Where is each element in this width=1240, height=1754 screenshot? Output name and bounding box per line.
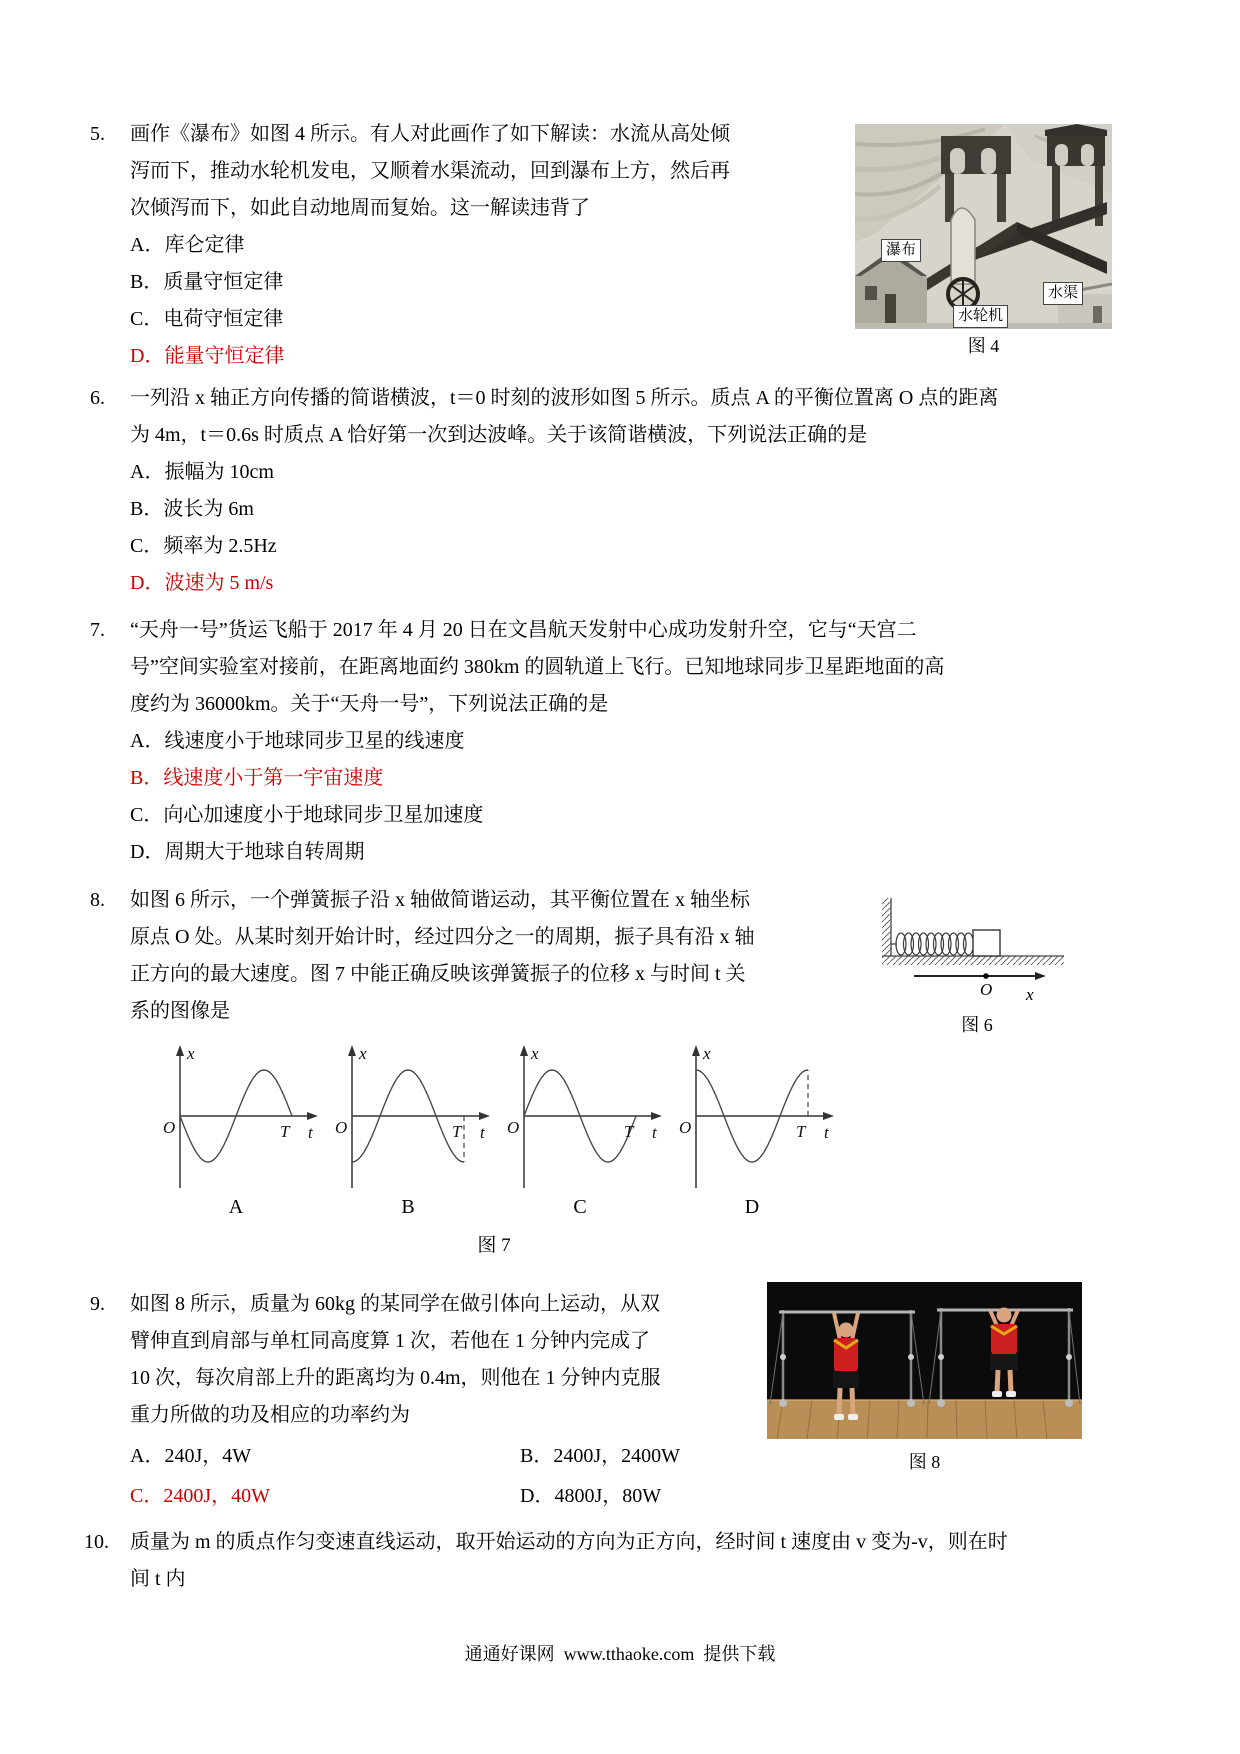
x-axis-label: x: [359, 1044, 367, 1063]
time-axis-arrow: [651, 1112, 662, 1120]
question-7-line-2: 号”空间实验室对接前，在距离地面约 380km 的圆轨道上飞行。已知地球同步卫星距地面的高: [130, 656, 945, 678]
label-channel: 水渠: [1043, 282, 1083, 305]
question-7-option-d: D．周期大于地球自转周期: [130, 841, 365, 863]
question-9-option-a: A．240J，4W: [130, 1445, 252, 1467]
t-axis-label: t: [308, 1123, 313, 1142]
question-7: [90, 612, 1160, 871]
question-9-options: [130, 1444, 770, 1524]
figure-4-caption: 图 4: [967, 336, 1000, 356]
period-label: T: [624, 1122, 634, 1141]
figure-4: [855, 124, 1112, 358]
question-7-option-a: A．线速度小于地球同步卫星的线速度: [130, 730, 465, 752]
t-axis-label: t: [652, 1123, 657, 1142]
question-5-line-3: 次倾泻而下，如此自动地周而复始。这一解读违背了: [130, 197, 590, 219]
question-10-line-2: 间 t 内: [130, 1568, 186, 1590]
graph-letter-d: D: [744, 1196, 760, 1218]
graph-letters: [150, 1196, 838, 1219]
x-axis-label: x: [703, 1044, 711, 1063]
question-6-number: 6.: [90, 387, 105, 409]
question-6-line-1: 一列沿 x 轴正方向传播的简谐横波，t＝0 时刻的波形如图 5 所示。质点 A 的平衡位置离 O 点的距离: [130, 387, 999, 409]
question-9-number: 9.: [90, 1293, 105, 1315]
question-10: [84, 1524, 1160, 1598]
figure-7-caption: 图 7: [477, 1235, 511, 1256]
wall-hatching: [882, 898, 891, 956]
question-9: [90, 1286, 710, 1434]
vertical-axis-arrow: [520, 1045, 528, 1056]
vertical-axis-arrow: [348, 1045, 356, 1056]
x-axis-arrow: [1035, 972, 1046, 980]
period-label: T: [280, 1122, 290, 1141]
question-6-line-2: 为 4m，t＝0.6s 时质点 A 恰好第一次到达波峰。关于该简谐横波，下列说法正确的是: [130, 424, 868, 446]
question-7-option-b-answer: B．线速度小于第一宇宙速度: [130, 767, 384, 789]
question-6-option-a: A．振幅为 10cm: [130, 461, 274, 483]
question-5-option-d-answer: D．能量守恒定律: [130, 345, 285, 367]
graph-option-a: [150, 1042, 322, 1192]
x-axis-label: x: [531, 1044, 539, 1063]
graph-option-b: [322, 1042, 494, 1192]
question-9-line-1: 如图 8 所示，质量为 60kg 的某同学在做引体向上运动，从双: [130, 1293, 660, 1315]
question-7-number: 7.: [90, 619, 105, 641]
time-axis-arrow: [479, 1112, 490, 1120]
oscillator-block: [973, 930, 1000, 956]
label-turbine: 水轮机: [953, 305, 1008, 328]
question-9-line-3: 10 次，每次肩部上升的距离均为 0.4m，则他在 1 分钟内克服: [130, 1367, 661, 1389]
vertical-axis-arrow: [176, 1045, 184, 1056]
question-9-option-d: D．4800J，80W: [520, 1485, 662, 1507]
question-8-line-1: 如图 6 所示，一个弹簧振子沿 x 轴做简谐运动，其平衡位置在 x 轴坐标: [130, 889, 750, 911]
question-8-line-2: 原点 O 处。从某时刻开始计时，经过四分之一的周期，振子具有沿 x 轴: [130, 926, 755, 948]
question-9-option-b: B．2400J，2400W: [520, 1445, 680, 1467]
question-5-option-b: B．质量守恒定律: [130, 271, 284, 293]
house-window: [865, 286, 877, 300]
t-axis-label: t: [480, 1123, 485, 1142]
question-6-option-b: B．波长为 6m: [130, 498, 254, 520]
figure-8-caption: 图 8: [908, 1452, 941, 1472]
graph-letter-a: A: [228, 1196, 244, 1218]
figure-7-graphs: [150, 1042, 838, 1192]
question-5-number: 5.: [90, 123, 105, 145]
question-10-number: 10.: [84, 1531, 109, 1553]
period-label: T: [796, 1122, 806, 1141]
question-9-line-2: 臂伸直到肩部与单杠同高度算 1 次，若他在 1 分钟内完成了: [130, 1330, 650, 1352]
origin-label: O: [507, 1118, 520, 1137]
wood-floor: [767, 1400, 1082, 1439]
tower-column: [945, 174, 954, 222]
tower-column: [997, 174, 1006, 222]
origin-label: O: [679, 1118, 692, 1137]
figure-6: [872, 896, 1082, 1037]
graph-letter-b: B: [401, 1196, 415, 1218]
graph-option-d: [666, 1042, 838, 1192]
tower-arch: [981, 148, 996, 174]
origin-label: O: [335, 1118, 348, 1137]
escher-waterfall-image: [855, 124, 1112, 329]
question-5-option-a: A．库仑定律: [130, 234, 245, 256]
tower2-arch: [1081, 144, 1094, 166]
figure-8: [767, 1282, 1082, 1474]
vertical-axis-arrow: [692, 1045, 700, 1056]
question-8-number: 8.: [90, 889, 105, 911]
question-5-line-2: 泻而下，推动水轮机发电，又顺着水渠流动，回到瀑布上方，然后再: [130, 160, 730, 182]
question-8-line-4: 系的图像是: [130, 1000, 230, 1022]
x-axis-label: x: [1026, 985, 1034, 1002]
question-6-option-c: C．频率为 2.5Hz: [130, 535, 277, 557]
question-10-line-1: 质量为 m 的质点作匀变速直线运动，取开始运动的方向为正方向，经时间 t 速度由 v 变为-v，则在时: [130, 1531, 1008, 1553]
waterfall-stream: [951, 208, 975, 284]
question-5-line-1: 画作《瀑布》如图 4 所示。有人对此画作了如下解读：水流从高处倾: [130, 123, 730, 145]
origin-label: O: [980, 980, 993, 999]
question-7-line-1: “天舟一号”货运飞船于 2017 年 4 月 20 日在文昌航天发射中心成功发射升空，它与“天宫二: [130, 619, 917, 641]
question-5-option-c: C．电荷守恒定律: [130, 308, 284, 330]
spring-oscillator-diagram: [872, 896, 1082, 1002]
tower2-column: [1052, 166, 1060, 226]
tower-arch: [950, 148, 965, 174]
time-axis-arrow: [307, 1112, 318, 1120]
question-7-line-3: 度约为 36000km。关于“天舟一号”，下列说法正确的是: [130, 693, 609, 715]
label-waterfall: 瀑布: [881, 239, 921, 262]
page-footer: 通通好课网 www.tthaoke.com 提供下载: [464, 1644, 776, 1664]
graph-option-c: [494, 1042, 666, 1192]
question-8-line-3: 正方向的最大速度。图 7 中能正确反映该弹簧振子的位移 x 与时间 t 关: [130, 963, 746, 985]
question-6-option-d-answer: D．波速为 5 m/s: [130, 572, 274, 594]
origin-dot: [983, 973, 989, 979]
question-9-option-c-answer: C．2400J，40W: [130, 1485, 270, 1507]
question-8: [90, 882, 790, 1030]
pullup-photo: [767, 1282, 1082, 1439]
period-label: T: [452, 1122, 462, 1141]
question-9-line-4: 重力所做的功及相应的功率约为: [130, 1404, 410, 1426]
spring-coils: [896, 933, 974, 955]
x-axis-label: x: [187, 1044, 195, 1063]
t-axis-label: t: [824, 1123, 829, 1142]
figure-6-caption: 图 6: [961, 1015, 993, 1035]
question-6: [90, 380, 1160, 602]
origin-label: O: [163, 1118, 176, 1137]
time-axis-arrow: [823, 1112, 834, 1120]
graph-letter-c: C: [573, 1196, 587, 1218]
tower2-arch: [1055, 144, 1068, 166]
question-5: [90, 116, 790, 375]
question-7-option-c: C．向心加速度小于地球同步卫星加速度: [130, 804, 484, 826]
ground-hatching: [882, 956, 1064, 965]
